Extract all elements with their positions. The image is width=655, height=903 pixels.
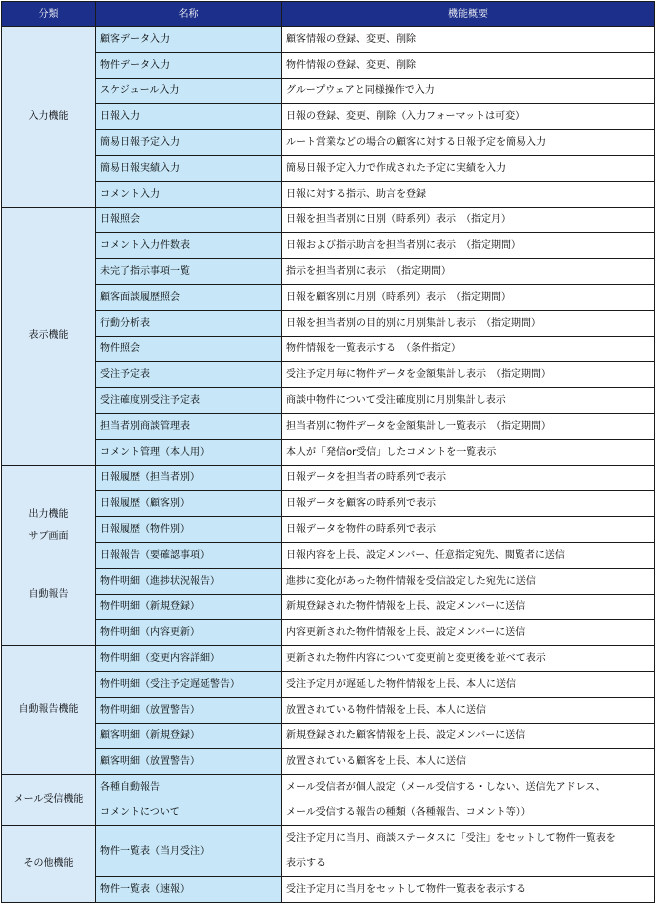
function-description-line: メール受信する報告の種類（各種報告、コメント等）） [286,807,531,819]
function-name: 顧客明細（放置警告） [96,749,282,775]
function-description: グループウェアと同様操作で入力 [282,78,655,104]
function-description: 新規登録された物件情報を上長、設定メンバーに送信 [282,594,655,620]
table-row [2,130,655,156]
table-row [2,104,655,130]
function-name: コメント管理（本人用） [96,439,282,465]
table-row [2,155,655,181]
function-description: 担当者別に物件データを金額集計し一覧表示 （指定期間） [282,413,655,439]
function-description: 進捗に変化があった物件情報を受信設定した宛先に送信 [282,568,655,594]
function-name: 物件明細（受注予定遅延警告） [96,671,282,697]
table-row [2,259,655,285]
category-line: 出力機能 [28,509,69,521]
function-description: 日報および指示助言を担当者別に表示 （指定期間） [282,233,655,259]
table-row [2,620,655,646]
function-name: 顧客データ入力 [96,27,282,53]
function-description: 日報の登録、変更、削除（入力フォーマットは可変） [282,104,655,130]
function-name: 物件一覧表（速報） [96,877,282,903]
table-row [2,233,655,259]
function-description-line: メール受信者が個人設定（メール受信する・しない、送信先アドレス、 [286,782,606,794]
table-row [2,517,655,543]
function-name: 行動分析表 [96,310,282,336]
function-name: 物件明細（放置警告） [96,697,282,723]
function-name: 担当者別商談管理表 [96,413,282,439]
function-name: 物件明細（新規登録） [96,594,282,620]
function-description: 日報を担当者別の目的別に月別集計し表示 （指定期間） [282,310,655,336]
function-name: 日報照会 [96,207,282,233]
function-table [1,1,655,903]
function-description: 更新された物件内容について変更前と変更後を並べて表示 [282,646,655,672]
table-row [2,491,655,517]
function-description: 物件情報を一覧表示する （条件指定） [282,336,655,362]
function-description: 日報を顧客別に月別（時系列）表示 （指定期間） [282,284,655,310]
function-description: 受注予定月毎に物件データを金額集計し表示 （指定期間） [282,362,655,388]
function-description [282,826,655,877]
function-name: コメント入力 [96,181,282,207]
function-description: 受注予定月に当月をセットして物件一覧表を表示する [282,877,655,903]
category-cell: 表示機能 [2,207,96,465]
category-cell: 入力機能 [2,27,96,208]
table-row [2,27,655,53]
function-name-line: コメントについて [100,807,180,819]
table-row [2,284,655,310]
function-description: 日報データを物件の時系列で表示 [282,517,655,543]
table-row [2,697,655,723]
function-description: 日報内容を上長、設定メンバー、任意指定宛先、閲覧者に送信 [282,542,655,568]
function-name: 日報報告（要確認事項） [96,542,282,568]
function-description [282,775,655,826]
function-description: 放置されている物件情報を上長、本人に送信 [282,697,655,723]
table-row [2,336,655,362]
header-name: 名称 [96,2,282,27]
function-name: 物件明細（変更内容詳細） [96,646,282,672]
table-row [2,78,655,104]
category-line: 自動報告 [28,589,69,601]
function-name: 物件明細（進捗状況報告） [96,568,282,594]
table-row [2,671,655,697]
function-name: 簡易日報実績入力 [96,155,282,181]
header-row [2,2,655,27]
function-name: 日報履歴（顧客別） [96,491,282,517]
function-name: 顧客明細（新規登録） [96,723,282,749]
category-cell: 自動報告機能 [2,646,96,775]
function-description-line: 受注予定月に当月、商談ステータスに「受注」をセットして物件一覧表を [286,833,616,845]
category-cell [2,465,96,646]
function-description: 内容更新された物件情報を上長、設定メンバーに送信 [282,620,655,646]
function-description: 日報を担当者別に日別（時系列）表示 （指定月） [282,207,655,233]
function-description: 新規登録された顧客情報を上長、設定メンバーに送信 [282,723,655,749]
function-name: 日報入力 [96,104,282,130]
function-name: 日報履歴（担当者別） [96,465,282,491]
function-name: 物件データ入力 [96,52,282,78]
table-row [2,310,655,336]
category-cell: メール受信機能 [2,775,96,826]
function-description: 物件情報の登録、変更、削除 [282,52,655,78]
table-row [2,594,655,620]
function-description: 簡易日報予定入力で作成された予定に実績を入力 [282,155,655,181]
function-name: 顧客面談履歴照会 [96,284,282,310]
function-name-line: 各種自動報告 [100,782,160,794]
function-name: 受注予定表 [96,362,282,388]
function-description: 顧客情報の登録、変更、削除 [282,27,655,53]
function-name: 物件明細（内容更新） [96,620,282,646]
header-description: 機能概要 [282,2,655,27]
category-cell: その他機能 [2,826,96,903]
function-name: コメント入力件数表 [96,233,282,259]
table-row [2,723,655,749]
function-description: 受注予定月が遅延した物件情報を上長、本人に送信 [282,671,655,697]
table-row [2,775,655,826]
function-name: 簡易日報予定入力 [96,130,282,156]
table-row [2,413,655,439]
function-name: 日報履歴（物件別） [96,517,282,543]
table-row [2,826,655,877]
function-description: 日報データを担当者の時系列で表示 [282,465,655,491]
table-row [2,465,655,491]
function-description: 日報に対する指示、助言を登録 [282,181,655,207]
function-description: 商談中物件について受注確度別に月別集計し表示 [282,388,655,414]
function-description: 放置されている顧客を上長、本人に送信 [282,749,655,775]
function-description: 指示を担当者別に表示 （指定期間） [282,259,655,285]
function-description-line: 表示する [286,858,326,870]
function-description: 日報データを顧客の時系列で表示 [282,491,655,517]
function-name: 物件照会 [96,336,282,362]
function-description: ルート営業などの場合の顧客に対する日報予定を簡易入力 [282,130,655,156]
table-row [2,181,655,207]
table-row [2,52,655,78]
function-name: 物件一覧表（当月受注） [96,826,282,877]
table-row [2,646,655,672]
function-name [96,775,282,826]
function-name: スケジュール入力 [96,78,282,104]
table-row [2,542,655,568]
table-row [2,207,655,233]
table-row [2,439,655,465]
table-row [2,749,655,775]
table-row [2,877,655,903]
function-name: 受注確度別受注予定表 [96,388,282,414]
function-name: 未完了指示事項一覧 [96,259,282,285]
header-category: 分類 [2,2,96,27]
table-row [2,388,655,414]
table-row [2,568,655,594]
table-row [2,362,655,388]
category-line: サブ画面 [28,531,69,543]
function-description: 本人が「発信or受信」したコメントを一覧表示 [282,439,655,465]
